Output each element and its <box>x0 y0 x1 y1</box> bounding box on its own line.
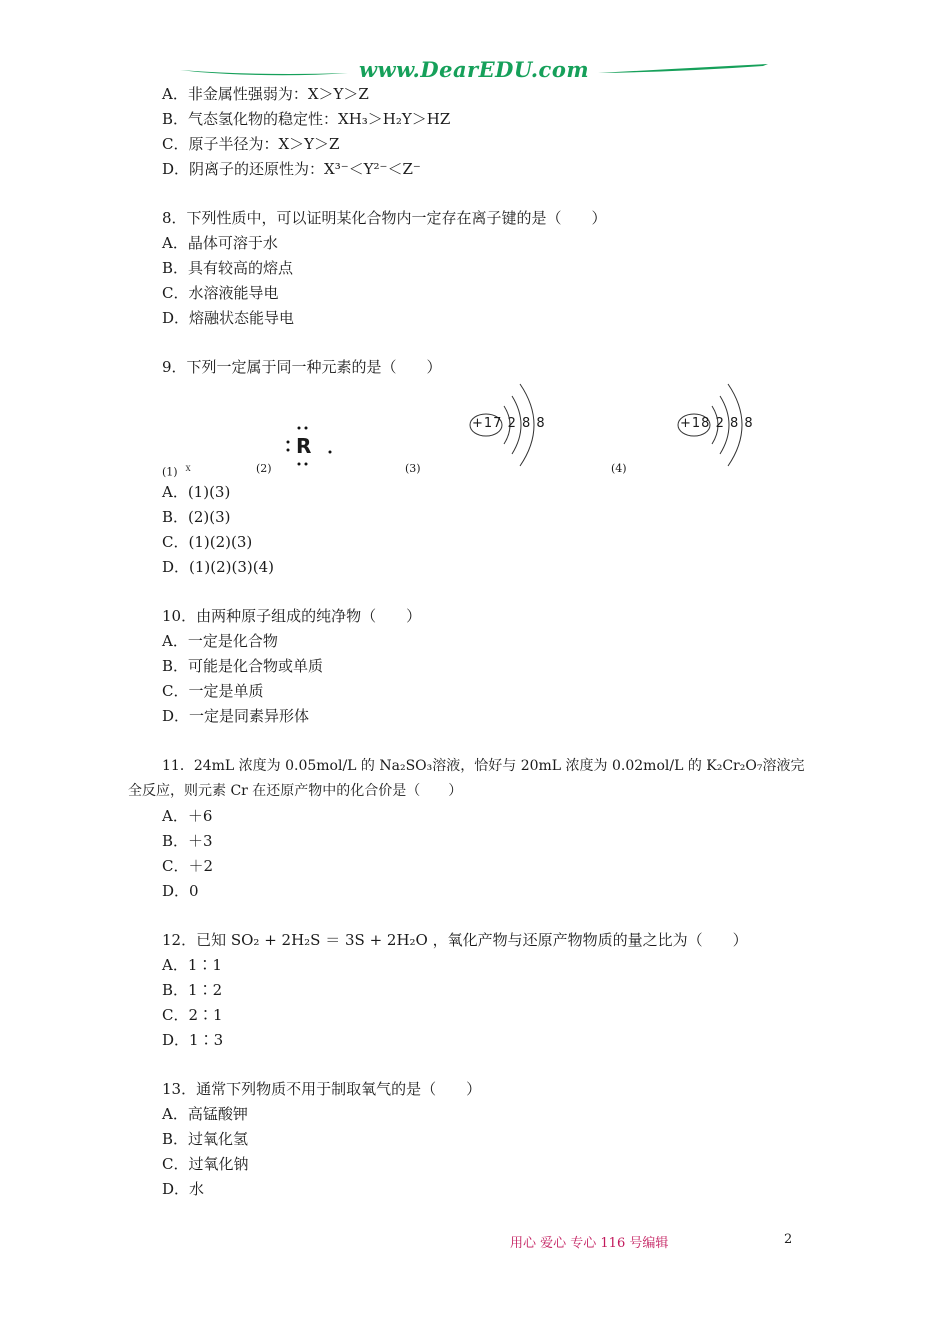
q13-option-d: D．水 <box>162 1180 205 1198</box>
q11-option-d: D．0 <box>162 882 199 900</box>
atomic-structure-3 <box>468 378 558 468</box>
q13-option-a: A．高锰酸钾 <box>162 1105 248 1123</box>
q13-option-b: B．过氧化氢 <box>162 1130 249 1148</box>
question-11-stem-line-2: 全反应，则元素 Cr 在还原产物中的化合价是（ ） <box>128 783 463 799</box>
question-9-stem: 9．下列一定属于同一种元素的是（ ） <box>162 358 442 376</box>
q8-option-d: D．熔融状态能导电 <box>162 309 295 327</box>
q12-option-b: B．1∶2 <box>162 981 223 999</box>
question-12-stem: 12．已知 SO₂ + 2H₂S ＝ 3S + 2H₂O ，氧化产物与还原产物物质的量之比为（ ） <box>162 931 748 949</box>
q9-option-d: D．(1)(2)(3)(4) <box>162 558 275 576</box>
q8-option-c: C．水溶液能导电 <box>162 284 279 302</box>
q12-option-d: D．1∶3 <box>162 1031 224 1049</box>
question-13-stem: 13．通常下列物质不用于制取氧气的是（ ） <box>162 1080 482 1098</box>
q9-label-3: (3) <box>405 462 421 475</box>
q9-option-a: A．(1)(3) <box>162 483 231 501</box>
q9-option-b: B．(2)(3) <box>162 508 231 526</box>
question-11-stem-line-1: 11．24mL 浓度为 0.05mol/L 的 Na₂SO₃溶液，恰好与 20mL 浓度为 0.02mol/L 的 K₂Cr₂O₇溶液完 <box>162 758 805 774</box>
dot-symbol: R <box>296 434 312 458</box>
footer-text: 用心 爱心 专心 116 号编辑 <box>510 1236 669 1251</box>
q12-option-a: A．1∶1 <box>162 956 222 974</box>
q12-option-c: C．2∶1 <box>162 1006 223 1024</box>
q9-label-4: (4) <box>611 462 627 475</box>
q11-option-a: A．＋6 <box>162 807 213 825</box>
q9-option-c: C．(1)(2)(3) <box>162 533 253 551</box>
q9-label-2: (2) <box>256 462 272 475</box>
option-a: A．非金属性强弱为：X＞Y＞Z <box>162 85 369 103</box>
q10-option-b: B．可能是化合物或单质 <box>162 657 324 675</box>
option-c: C．原子半径为：X＞Y＞Z <box>162 135 340 153</box>
option-d: D．阴离子的还原性为：X³⁻＜Y²⁻＜Z⁻ <box>162 160 421 178</box>
shell-label-4: +18 2 8 8 <box>680 416 754 431</box>
electron-dot-structure <box>282 424 342 472</box>
question-10-stem: 10．由两种原子组成的纯净物（ ） <box>162 607 422 625</box>
question-8-stem: 8．下列性质中，可以证明某化合物内一定存在离子键的是（ ） <box>162 209 607 227</box>
q10-option-a: A．一定是化合物 <box>162 632 278 650</box>
q8-option-a: A．晶体可溶于水 <box>162 234 278 252</box>
q10-option-c: C．一定是单质 <box>162 682 264 700</box>
q9-label-1: (1) $^X$ <box>162 465 191 479</box>
option-b: B．气态氢化物的稳定性：XH₃＞H₂Y＞HZ <box>162 110 451 128</box>
q13-option-c: C．过氧化钠 <box>162 1155 249 1173</box>
q10-option-d: D．一定是同素异形体 <box>162 707 310 725</box>
site-url[interactable]: www.DearEDU.com <box>358 57 590 82</box>
site-header <box>178 56 770 86</box>
q11-option-b: B．＋3 <box>162 832 213 850</box>
q8-option-b: B．具有较高的熔点 <box>162 259 294 277</box>
atomic-structure-4 <box>676 378 766 468</box>
q11-option-c: C．＋2 <box>162 857 214 875</box>
shell-label-3: +17 2 8 8 <box>472 416 546 431</box>
page-number: 2 <box>784 1232 793 1247</box>
